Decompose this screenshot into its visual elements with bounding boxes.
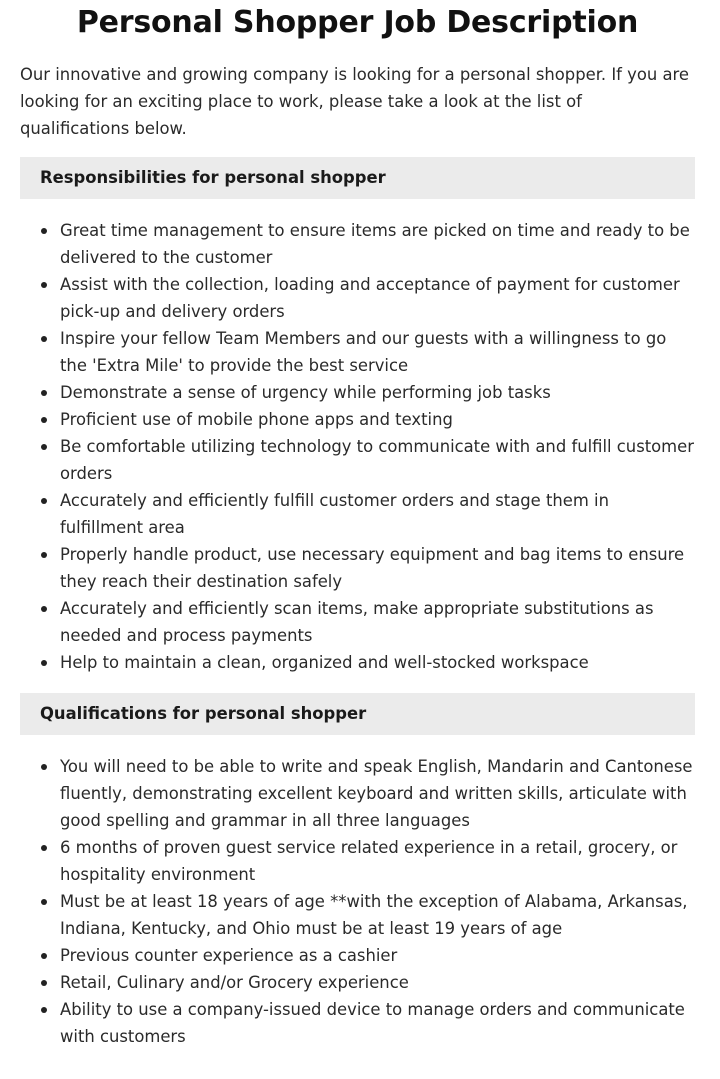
- list-item-text: Properly handle product, use necessary equipment and bag items to ensure they reach their destination safely: [60, 545, 685, 591]
- list-item: [20, 217, 695, 271]
- list-item-text: Assist with the collection, loading and acceptance of payment for customer pick-up and delivery orders: [60, 275, 680, 321]
- list-item-text: Must be at least 18 years of age **with the exception of Alabama, Arkansas, Indiana, Kentucky, and Ohio must be at least 19 years of age: [60, 892, 688, 938]
- intro-paragraph: Our innovative and growing company is looking for a personal shopper. If you are looking for an exciting place to work, please take a look at the list of qualifications below.: [20, 65, 689, 138]
- list-item: [20, 595, 695, 649]
- bullet-icon: [41, 899, 47, 905]
- list-item: [20, 325, 695, 379]
- bullet-icon: [41, 282, 47, 288]
- bullet-icon: [41, 336, 47, 342]
- list-item: [20, 487, 695, 541]
- bullet-icon: [41, 980, 47, 986]
- bullet-icon: [41, 228, 47, 234]
- list-item: [20, 433, 695, 487]
- bullet-icon: [41, 498, 47, 504]
- bullet-icon: [41, 552, 47, 558]
- list-item: [20, 406, 695, 433]
- bullet-icon: [41, 417, 47, 423]
- list-item-text: Retail, Culinary and/or Grocery experience: [60, 973, 409, 992]
- list-item-text: Proficient use of mobile phone apps and texting: [60, 410, 453, 429]
- bullet-icon: [41, 953, 47, 959]
- bullet-icon: [41, 1007, 47, 1013]
- list-item-text: Help to maintain a clean, organized and well-stocked workspace: [60, 653, 589, 672]
- list-item: [20, 969, 695, 996]
- bullet-icon: [41, 660, 47, 666]
- list-item-text: Ability to use a company-issued device to manage orders and communicate with customers: [60, 1000, 685, 1046]
- bullet-icon: [41, 444, 47, 450]
- list-item: [20, 379, 695, 406]
- list-item-text: Inspire your fellow Team Members and our guests with a willingness to go the 'Extra Mile' to provide the best service: [60, 329, 667, 375]
- job-description-page: [20, 0, 695, 1050]
- list-item-text: 6 months of proven guest service related experience in a retail, grocery, or hospitality environment: [60, 838, 678, 884]
- list-item: [20, 271, 695, 325]
- list-item-text: Accurately and efficiently scan items, make appropriate substitutions as needed and process payments: [60, 599, 654, 645]
- qualifications-heading: Qualifications for personal shopper: [20, 693, 695, 735]
- list-item: [20, 753, 695, 834]
- responsibilities-list: [20, 217, 695, 676]
- list-item-text: You will need to be able to write and speak English, Mandarin and Cantonese fluently, demonstrating excellent keyboard and written skills, articulate with good spelling and grammar in all three languages: [60, 757, 693, 830]
- bullet-icon: [41, 845, 47, 851]
- list-item: [20, 541, 695, 595]
- responsibilities-heading: Responsibilities for personal shopper: [20, 157, 695, 199]
- bullet-icon: [41, 390, 47, 396]
- list-item: [20, 942, 695, 969]
- list-item: [20, 834, 695, 888]
- list-item-text: Demonstrate a sense of urgency while performing job tasks: [60, 383, 551, 402]
- list-item-text: Previous counter experience as a cashier: [60, 946, 398, 965]
- list-item: [20, 649, 695, 676]
- list-item-text: Be comfortable utilizing technology to communicate with and fulfill customer orders: [60, 437, 694, 483]
- bullet-icon: [41, 764, 47, 770]
- page-title: Personal Shopper Job Description: [76, 5, 639, 40]
- qualifications-list: [20, 753, 695, 1050]
- bullet-icon: [41, 606, 47, 612]
- list-item: [20, 996, 695, 1050]
- list-item-text: Great time management to ensure items are picked on time and ready to be delivered to the customer: [60, 221, 690, 267]
- list-item-text: Accurately and efficiently fulfill customer orders and stage them in fulfillment area: [60, 491, 609, 537]
- list-item: [20, 888, 695, 942]
